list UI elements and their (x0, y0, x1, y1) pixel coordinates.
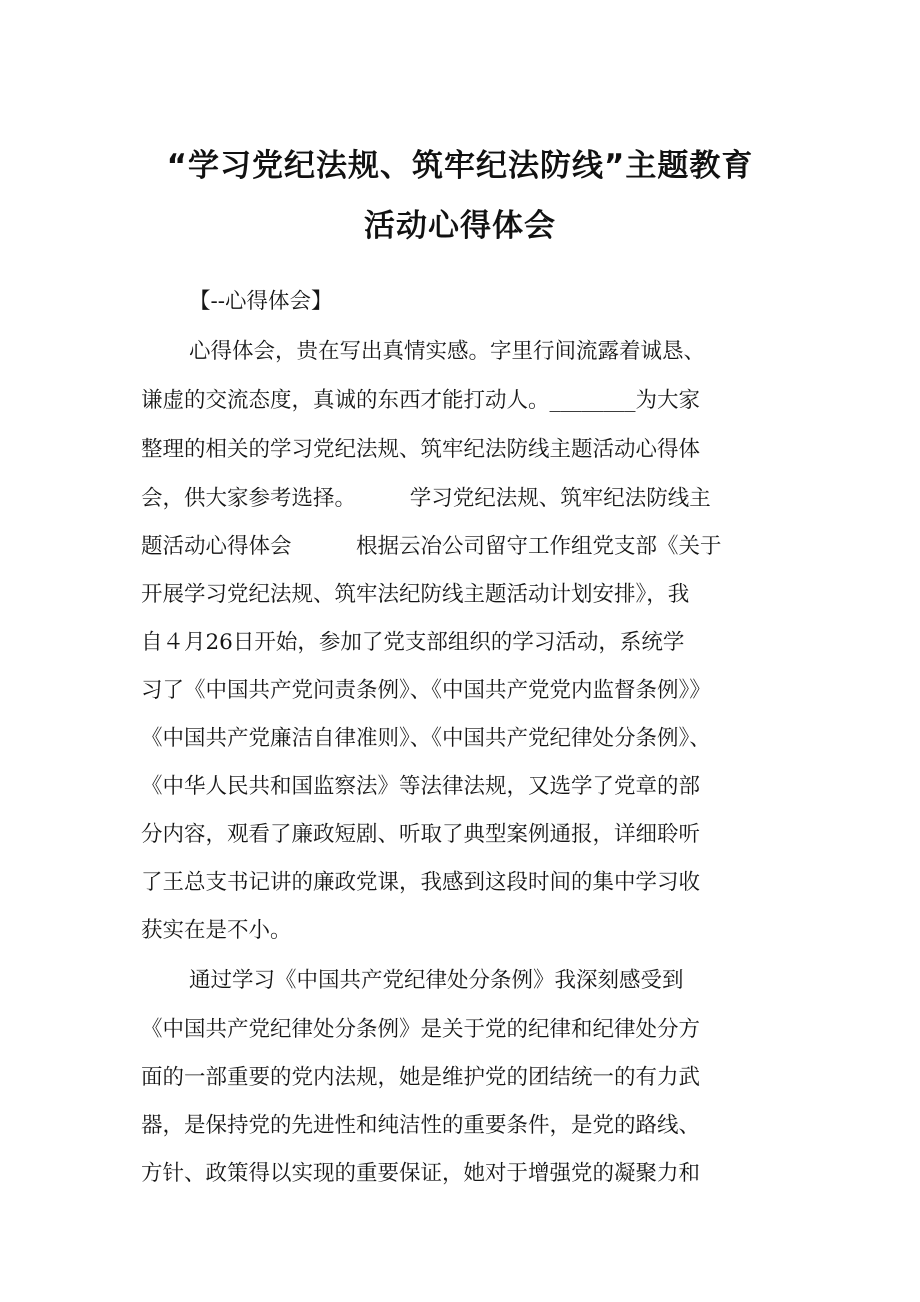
body-line: 题活动心得体会 根据云冶公司留守工作组党支部《关于 (141, 534, 722, 559)
body-line: 《中国共产党纪律处分条例》是关于党的纪律和纪律处分方 (141, 1017, 701, 1042)
body-line: 方针、政策得以实现的重要保证，她对于增强党的凝聚力和 (141, 1161, 701, 1186)
body-line: 器，是保持党的先进性和纯洁性的重要条件，是党的路线、 (141, 1113, 701, 1138)
body-line: 习了《中国共产党问责条例》、《中国共产党党内监督条例》》 (141, 678, 711, 703)
body-line: 通过学习《中国共产党纪律处分条例》我深刻感受到 (189, 968, 684, 993)
document-title-line-1: “学习党纪法规、筑牢纪法防线”主题教育 (166, 148, 754, 184)
body-line: 分内容，观看了廉政短剧、听取了典型案例通报，详细聆听 (141, 822, 701, 847)
body-line: 自４月26日开始，参加了党支部组织的学习活动，系统学 (141, 630, 685, 655)
body-line: 心得体会，贵在写出真情实感。字里行间流露着诚恳、 (189, 339, 706, 364)
category-tag: 【--心得体会】 (189, 289, 333, 314)
body-line: 《中华人民共和国监察法》等法律法规，又选学了党章的部 (141, 774, 701, 799)
body-line: 谦虚的交流态度，真诚的东西才能打动人。________为大家 (141, 388, 701, 413)
body-line: 《中国共产党廉洁自律准则》、《中国共产党纪律处分条例》、 (141, 726, 711, 751)
body-line: 面的一部重要的党内法规，她是维护党的团结统一的有力武 (141, 1065, 701, 1090)
document-title-line-2: 活动心得体会 (364, 208, 556, 244)
body-line: 获实在是不小。 (141, 918, 292, 943)
body-line: 了王总支书记讲的廉政党课，我感到这段时间的集中学习收 (141, 870, 701, 895)
body-line: 开展学习党纪法规、筑牢法纪防线主题活动计划安排》，我 (141, 582, 690, 607)
body-line: 整理的相关的学习党纪法规、筑牢纪法防线主题活动心得体 (141, 437, 701, 462)
body-line: 会，供大家参考选择。 学习党纪法规、筑牢纪法防线主 (141, 486, 711, 511)
